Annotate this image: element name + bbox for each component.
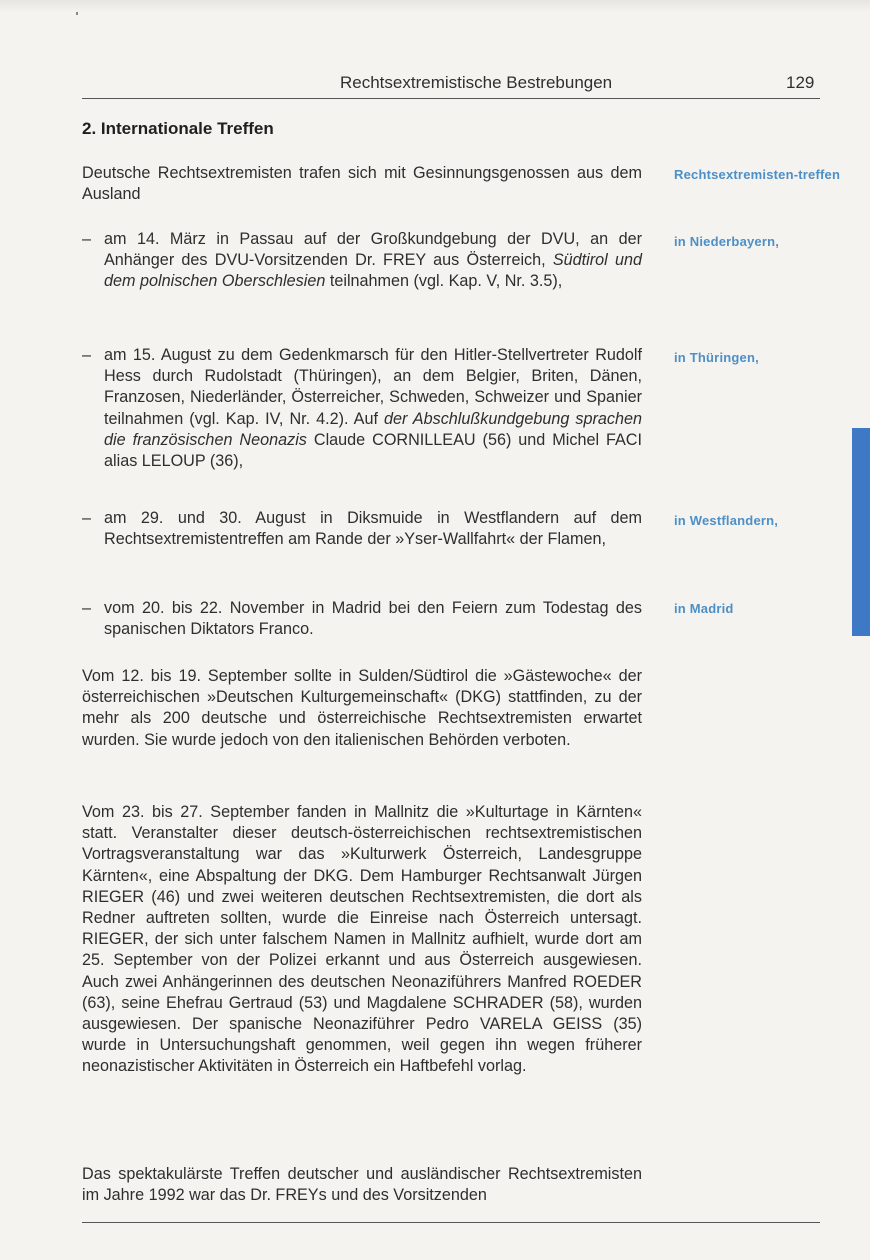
margin-note-westflandern: in Westflandern, [674,513,779,528]
margin-note-thueringen: in Thüringen, [674,350,759,365]
list-item-text-plain: am 14. März in Passau auf der Großkundgebung der DVU, an der Anhänger des DVU-Vorsitzenden Dr. FREY aus Österreich, [104,230,642,270]
list-dash: – [82,509,92,527]
list-item-text [104,229,642,293]
running-header-title: Rechtsextremistische Bestrebungen [340,73,613,92]
body-paragraph [82,666,642,751]
header-rule [82,98,820,99]
margin-note-niederbayern: in Niederbayern, [674,234,780,249]
list-item-text-plain: teilnahmen (vgl. Kap. V, Nr. 3.5), [325,272,563,291]
list-item-text-italic: der Abschlußkundgebung sprachen die französischen Neonazis [104,409,642,449]
list-dash: – [82,599,92,617]
list-item [82,229,642,293]
body-paragraph [82,1164,642,1206]
paragraph-text: Das spektakulärste Treffen deutscher und ausländischer Rechtsextremisten im Jahre 1992 war das Dr. FREYs und des Vorsitzenden [82,1165,642,1205]
list-item [82,345,642,472]
page-number: 129 [786,73,815,92]
list-item-text [104,345,642,472]
list-item [82,598,642,640]
section-heading: 2. Internationale Treffen [82,119,274,138]
list-item-text-plain: vom 20. bis 22. November in Madrid bei den Feiern zum Todestag des spanischen Diktators Franco. [104,599,642,639]
paragraph-text: Vom 12. bis 19. September sollte in Sulden/Südtirol die »Gästewoche« der österreichischen »Deutschen Kulturgemeinschaft« (DKG) stattfinden, zu der mehr als 200 deutsche und österreichische Rechtsextremisten erwartet wurden. Sie wurde jedoch von den italienischen Behörden verboten. [82,667,642,749]
intro-text: Deutsche Rechtsextremisten trafen sich mit Gesinnungsgenossen aus dem Ausland [82,164,642,204]
list-item-text [104,598,642,640]
list-dash: – [82,230,92,248]
list-dash: – [82,346,92,364]
list-item-text-plain: am 29. und 30. August in Diksmuide in Westflandern auf dem Rechtsextremistentreffen am Rande der »Yser-Wallfahrt« der Flamen, [104,509,642,549]
body-paragraph [82,802,642,1078]
list-item-text [104,508,642,550]
list-item-text-italic: Südtirol und dem polnischen Oberschlesien [104,251,642,291]
footer-rule [82,1222,820,1223]
list-item-text-plain: Claude CORNILLEAU (56) und Michel FACI alias LELOUP (36), [104,430,642,471]
paragraph-text: Vom 23. bis 27. September fanden in Mallnitz die »Kulturtage in Kärnten« statt. Veranstalter dieser deutsch-österreichischen rechtsextremistischen Vortragsveranstaltung war das »Kulturwerk Österreich, Landesgruppe Kärnten«, eine Abspaltung der DKG. Dem Hamburger Rechtsanwalt Jürgen RIEGER (46) und zwei weiteren deutschen Rechtsextremisten, die dort als Redner auftreten sollten, wurde die Einreise nach Österreich untersagt. RIEGER, der sich unter falschem Namen in Mallnitz aufhielt, wurde dort am 25. September von der Polizei erkannt und aus Österreich ausgewiesen. Auch zwei Anhängerinnen des deutschen Neonaziführers Manfred ROEDER (63), seine Ehefrau Gertraud (53) und Magdalene SCHRADER (58), wurden ausgewiesen. Der spanische Neonaziführer Pedro VARELA GEISS (35) wurde in Untersuchungshaft genommen, weil gegen ihn wegen früherer neonazistischer Aktivitäten in Österreich ein Haftbefehl vorlag. [82,803,642,1076]
thumb-index-tab [852,428,870,636]
margin-note-madrid: in Madrid [674,601,734,616]
list-item-text-plain: am 15. August zu dem Gedenkmarsch für den Hitler-Stellvertreter Rudolf Hess durch Rudolstadt (Thüringen), an dem Belgier, Briten, Dänen, Franzosen, Niederländer, Österreicher, Schweden, Schweizer und Spanier teilnahmen (vgl. Kap. IV, Nr. 4.2). Auf [104,346,642,428]
list-item [82,508,642,550]
intro-paragraph [82,163,642,205]
margin-note-topic: Rechtsextremisten-treffen [674,167,841,182]
